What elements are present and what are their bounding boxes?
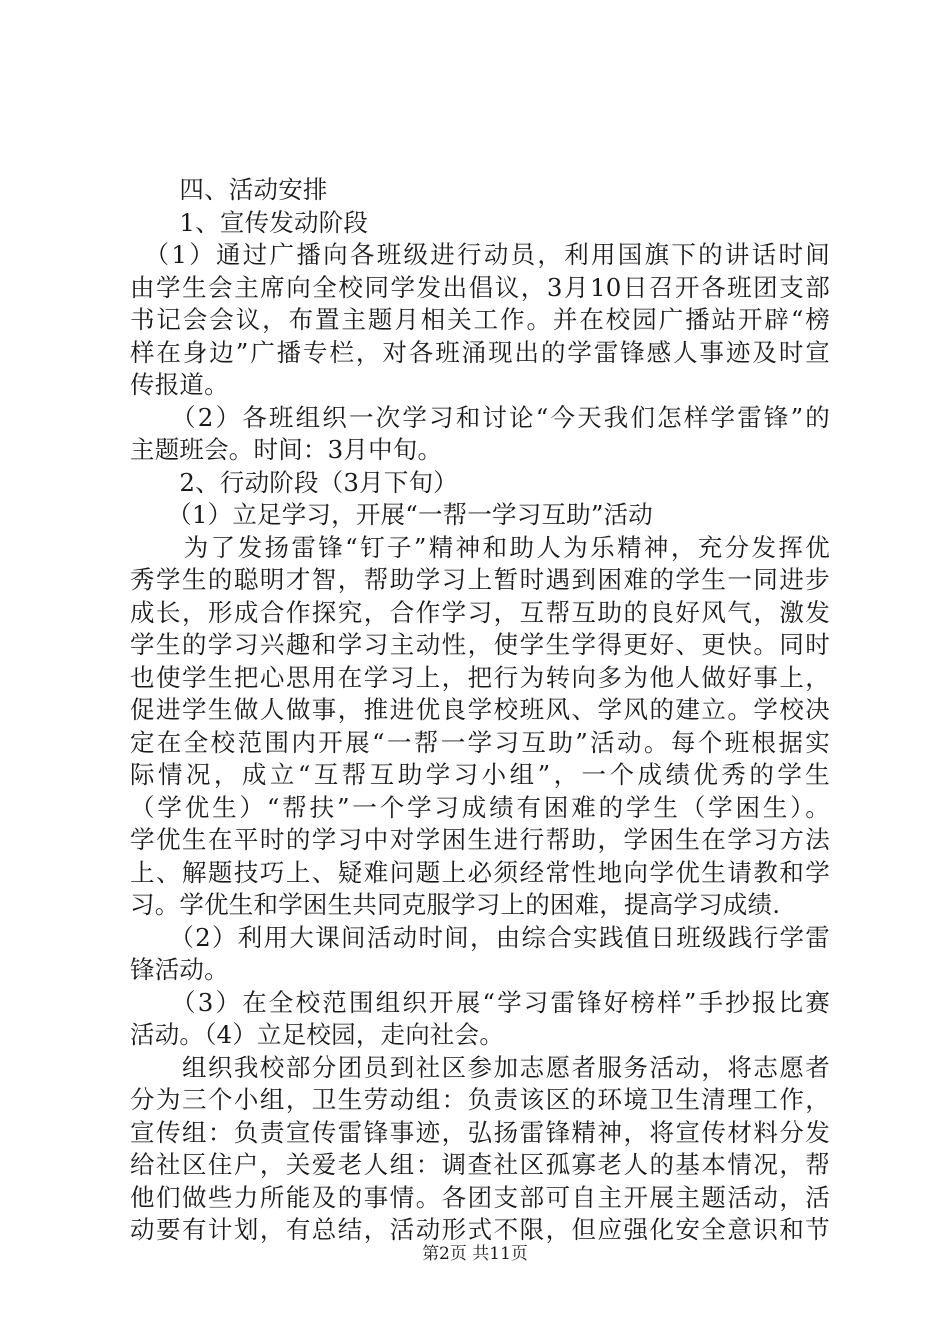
text-line: 四、活动安排 [130,175,328,204]
text-line: 学优生在平时的学习中对学困生进行帮助，学困生在学习方法 [130,825,830,854]
text-line: 定在全校范围内开展“一帮一学习互助”活动。每个班根据实 [130,727,830,757]
text-line: 书记会会议，布置主题月相关工作。并在校园广播站开辟“榜 [130,305,830,334]
text-line: 秀学生的聪明才智，帮助学习上暂时遇到困难的学生一同进步 [130,565,830,594]
text-line: 2、行动阶段（3月下旬） [130,467,458,497]
text-line: 促进学生做人做事，推进优良学校班风、学风的建立。学校决 [130,695,830,724]
text-line: 宣传组：负责宣传雷锋事迹，弘扬雷锋精神，将宣传材料分发 [130,1117,830,1147]
page-footer: 第2页 共11页 [422,1244,528,1264]
text-line: 主题班会。时间：3月中旬。 [130,435,443,464]
text-line: 为了发扬雷锋“钉子”精神和助人为乐精神，充分发挥优 [130,532,830,562]
document-body [130,174,830,1247]
text-line: 样在身边”广播专栏，对各班涌现出的学雷锋感人事迹及时宣 [130,337,830,367]
text-line: 给社区住户，关爱老人组：调查社区孤寡老人的基本情况，帮 [130,1150,830,1179]
text-line: 1、宣传发动阶段 [130,207,369,237]
text-line: （学优生）“帮扶”一个学习成绩有困难的学生（学困生）。 [130,792,830,822]
text-line: 锋活动。 [130,955,229,984]
text-line: （1）通过广播向各班级进行动员，利用国旗下的讲话时间 [130,240,830,269]
text-line: 上、解题技巧上、疑难问题上必须经常性地向学优生请教和学 [130,857,830,887]
text-line: 习。学优生和学困生共同克服学习上的困难，提高学习成绩. [130,890,781,919]
text-line: （1）立足学习，开展“一帮一学习互助”活动 [130,500,653,529]
text-line: 活动。（4）立足校园，走向社会。 [130,1020,505,1049]
text-line: 他们做些力所能及的事情。各团支部可自主开展主题活动，活 [130,1182,830,1212]
text-line: 也使学生把心思用在学习上，把行为转向多为他人做好事上， [130,662,830,692]
text-line: 际情况，成立“互帮互助学习小组”，一个成绩优秀的学生 [130,760,830,789]
text-line: 分为三个小组，卫生劳动组：负责该区的环境卫生清理工作， [130,1085,830,1114]
text-line: 由学生会主席向全校同学发出倡议，3月10日召开各班团支部 [130,272,830,302]
text-line: （2）各班组织一次学习和讨论“今天我们怎样学雷锋”的 [130,402,830,432]
text-line: 动要有计划，有总结，活动形式不限，但应强化安全意识和节 [130,1215,830,1244]
text-line: 组织我校部分团员到社区参加志愿者服务活动，将志愿者 [130,1052,830,1082]
text-line: 学生的学习兴趣和学习主动性，使学生学得更好、更快。同时 [130,630,830,659]
text-line: 传报道。 [130,370,229,399]
text-line: （3）在全校范围组织开展“学习雷锋好榜样”手抄报比赛 [130,987,830,1017]
text-line: （2）利用大课间活动时间，由综合实践值日班级践行学雷 [130,922,830,952]
text-line: 成长，形成合作探究，合作学习，互帮互助的良好风气，激发 [130,597,830,627]
